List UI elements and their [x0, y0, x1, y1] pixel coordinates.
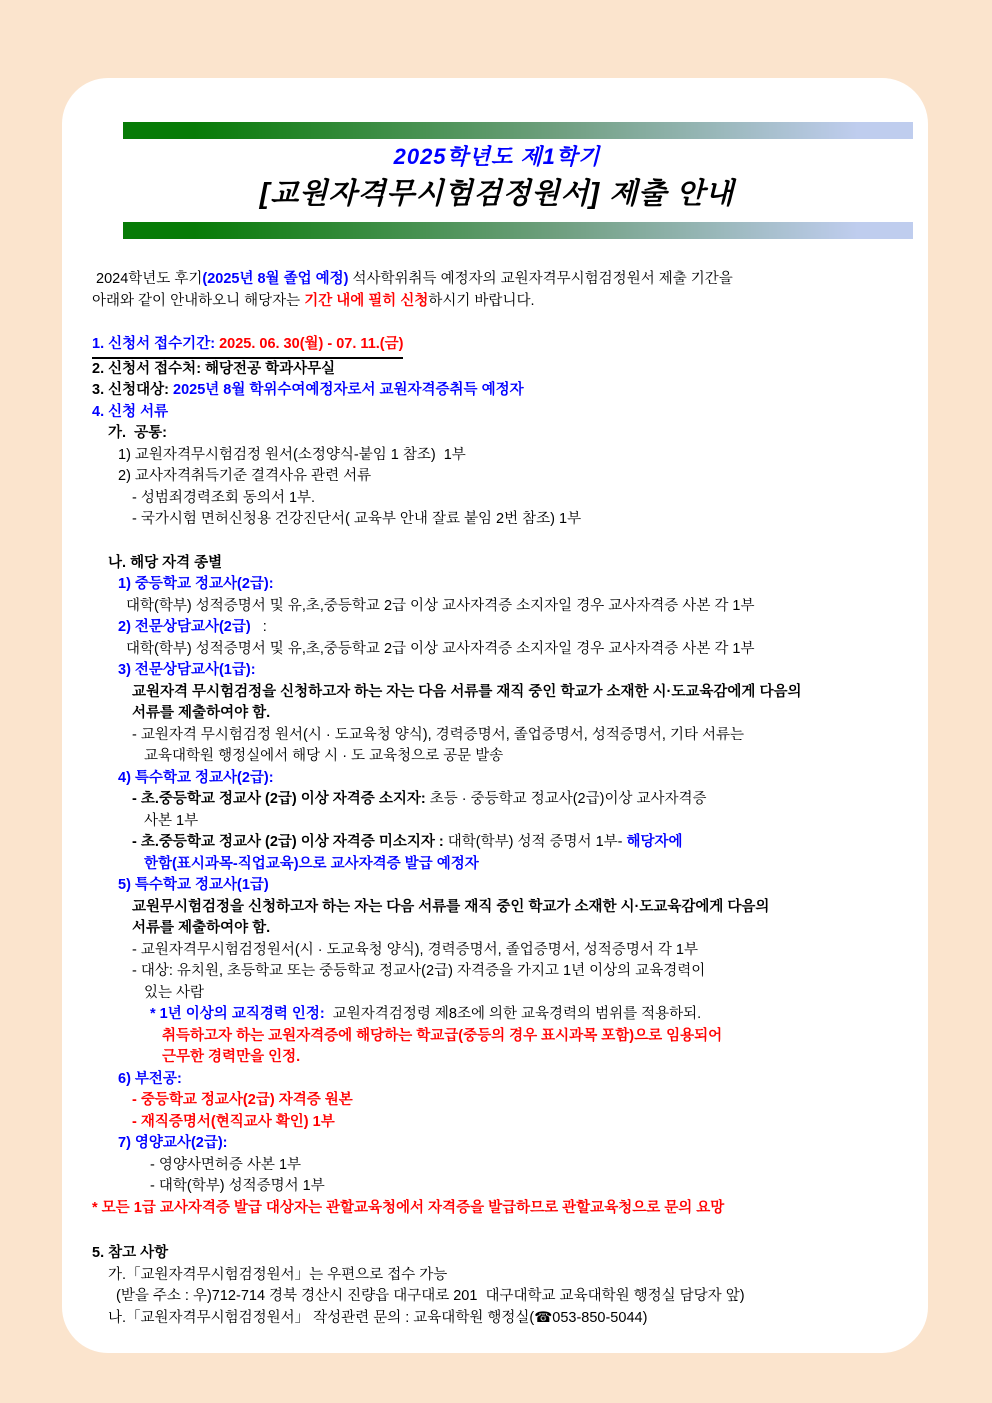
- text-segment: 취득하고자 하는 교원자격증에 해당하는 학교급(중등의 경우 표시과목 포함)으로 임용되어: [162, 1027, 723, 1044]
- header-top-gradient-bar: [123, 122, 913, 139]
- text-segment: 2025년 8월 학위수여예정자로서 교원자격증취득 예정자: [173, 382, 524, 398]
- text-segment: 5) 특수학교 정교사(1급): [118, 877, 269, 893]
- text-segment: 2. 신청서 접수처: 해당전공 학과사무실: [92, 360, 336, 377]
- doc-line: [92, 574, 902, 596]
- doc-line: [92, 940, 902, 962]
- text-segment: - 초.중등학교 정교사 (2급) 이상 자격증 소지자:: [132, 791, 430, 807]
- text-segment: 아래와 같이 안내하오니 해당자는: [92, 292, 305, 309]
- doc-line: [92, 660, 902, 682]
- text-segment: 나. 해당 자격 종별: [108, 554, 223, 571]
- text-segment: (받을 주소 : 우)712-714 경북 경산시 진량읍 대구대로 201 대구대학교 교육대학원 행정실 담당자 앞): [116, 1288, 745, 1304]
- text-segment: 7) 영양교사(2급):: [118, 1135, 228, 1151]
- text-segment: - 초.중등학교 정교사 (2급) 이상 자격증 미소지자 :: [132, 834, 448, 850]
- text-segment: 2024학년도 후기: [92, 271, 203, 287]
- text-segment: * 1년 이상의 교직경력 인정:: [150, 1006, 325, 1022]
- text-segment: 5. 참고 사항: [92, 1245, 169, 1261]
- doc-line: [92, 1265, 902, 1287]
- text-segment: 2) 전문상담교사(2급): [118, 619, 251, 635]
- document-title: [교원자격무시험검정원서] 제출 안내: [259, 178, 735, 210]
- text-segment: 3) 전문상담교사(1급):: [118, 662, 256, 678]
- doc-line: [92, 983, 902, 1005]
- text-segment: 대학(학부) 성적 증명서 1부-: [447, 834, 627, 850]
- text-segment: * 모든 1급 교사자격증 발급 대상자는 관할교육청에서 자격증을 발급하므로 관할교육청으로 문의 요망: [92, 1199, 725, 1216]
- doc-line: [92, 746, 902, 768]
- doc-line: [92, 854, 902, 876]
- text-segment: - 재직증명서(현직교사 확인) 1부: [132, 1113, 335, 1130]
- text-segment: 가. 공통:: [108, 425, 167, 441]
- text-segment: 4. 신청 서류: [92, 403, 169, 420]
- doc-line: [92, 1133, 902, 1155]
- doc-line: [92, 682, 902, 704]
- doc-line: [92, 1069, 902, 1091]
- text-segment: 2) 교사자격취득기준 결격사유 관련 서류: [118, 468, 372, 484]
- doc-line: [92, 596, 902, 618]
- text-segment: 1) 중등학교 정교사(2급):: [118, 576, 274, 592]
- text-segment: 1. 신청서 접수기간:: [92, 336, 220, 352]
- text-segment: 한함(표시과목-직업교육)으로 교사자격증 발급 예정자: [144, 855, 479, 872]
- text-segment: 해당자에: [626, 834, 683, 850]
- doc-line: [92, 1176, 902, 1198]
- doc-line: [92, 269, 902, 291]
- text-segment: 3. 신청대상:: [92, 382, 174, 398]
- doc-line: [92, 789, 902, 811]
- doc-line: [92, 359, 902, 381]
- doc-line: [92, 1286, 902, 1308]
- text-segment: 나.「교원자격무시험검정원서」 작성관련 문의 : 교육대학원 행정실(☎053-850-5044): [108, 1309, 648, 1326]
- text-segment: 초등 · 중등학교 정교사(2급)이상 교사자격증: [429, 791, 707, 807]
- text-segment: 대학(학부) 성적증명서 및 유,초,중등학교 2급 이상 교사자격증 소지자일 경우 교사자격증 사본 각 1부: [126, 640, 755, 657]
- text-segment: :: [250, 619, 267, 635]
- text-segment: - 성범죄경력조회 동의서 1부.: [132, 489, 316, 506]
- doc-line: [92, 1047, 902, 1069]
- text-segment: 4) 특수학교 정교사(2급):: [118, 769, 274, 786]
- text-segment: 석사학위취득 예정자의 교원자격무시험검정원서 제출 기간을: [352, 271, 733, 287]
- doc-line: [92, 1308, 902, 1330]
- doc-line: [92, 445, 902, 467]
- text-segment: 교원자격 무시험검정을 신청하고자 하는 자는 다음 서류를 재직 중인 학교가 소재한 시·도교육감에게 다음의: [132, 683, 802, 700]
- text-segment: 2025. 06. 30(월) - 07. 11.(금): [219, 336, 404, 352]
- text-segment: 하시기 바랍니다.: [428, 292, 535, 309]
- doc-line: [92, 334, 902, 359]
- text-segment: 교원자격검정령 제8조에 의한 교육경력의 범위를 적용하되.: [324, 1006, 702, 1022]
- text-segment: 서류를 제출하여야 함.: [132, 705, 271, 721]
- doc-line: [92, 423, 902, 445]
- doc-line: [92, 918, 902, 940]
- doc-line: [92, 832, 902, 854]
- document-card: [62, 78, 928, 1353]
- text-segment: - 중등학교 정교사(2급) 자격증 원본: [132, 1092, 353, 1108]
- doc-line: [92, 380, 902, 402]
- text-segment: 기간 내에 필히 신청: [304, 292, 429, 309]
- doc-line: [92, 1155, 902, 1177]
- text-segment: 있는 사람: [144, 984, 205, 1001]
- doc-line: [92, 553, 902, 575]
- doc-line: [92, 617, 902, 639]
- doc-line: [92, 703, 902, 725]
- text-segment: - 국가시험 면허신청용 건강진단서( 교육부 안내 잘료 붙임 2번 참조) 1부: [132, 511, 582, 527]
- header-bottom-gradient-bar: [123, 222, 913, 239]
- doc-line: [92, 1112, 902, 1134]
- doc-line: [92, 725, 902, 747]
- doc-line: [92, 509, 902, 531]
- doc-line: [92, 811, 902, 833]
- text-segment: 대학(학부) 성적증명서 및 유,초,중등학교 2급 이상 교사자격증 소지자일 경우 교사자격증 사본 각 1부: [126, 597, 755, 614]
- doc-line: [92, 1026, 902, 1048]
- text-segment: 6) 부전공:: [118, 1070, 182, 1087]
- doc-line: [92, 1090, 902, 1112]
- doc-line: [92, 291, 902, 313]
- document-subtitle: 2025학년도 제1학기: [393, 144, 601, 169]
- document-body: [92, 269, 902, 1329]
- text-segment: - 영양사면허증 사본 1부: [150, 1156, 302, 1173]
- doc-line: [92, 488, 902, 510]
- text-segment: 1) 교원자격무시험검정 원서(소정양식-붙임 1 참조) 1부: [118, 446, 466, 463]
- text-segment: - 대상: 유치원, 초등학교 또는 중등학교 정교사(2급) 자격증을 가지고 1년 이상의 교육경력이: [132, 963, 706, 979]
- doc-line: [92, 875, 902, 897]
- doc-line: [92, 466, 902, 488]
- text-segment: 서류를 제출하여야 함.: [132, 920, 271, 936]
- text-segment: - 대학(학부) 성적증명서 1부: [150, 1178, 325, 1194]
- text-segment: 교육대학원 행정실에서 해당 시 · 도 교육청으로 공문 발송: [144, 748, 504, 764]
- text-segment: 가.「교원자격무시험검정원서」는 우편으로 접수 가능: [108, 1266, 448, 1283]
- doc-line: [92, 897, 902, 919]
- text-segment: 교원무시험검정을 신청하고자 하는 자는 다음 서류를 재직 중인 학교가 소재한 시·도교육감에게 다음의: [132, 898, 770, 915]
- doc-line: [92, 1004, 902, 1026]
- text-segment: - 교원자격무시험검정원서(시 · 도교육청 양식), 경력증명서, 졸업증명서, 성적증명서 각 1부: [132, 941, 698, 958]
- text-segment: - 교원자격 무시험검정 원서(시 · 도교육청 양식), 경력증명서, 졸업증명서, 성적증명서, 기타 서류는: [132, 726, 745, 743]
- doc-line: [92, 639, 902, 661]
- doc-line: [92, 961, 902, 983]
- doc-line: [92, 402, 902, 424]
- doc-line: [92, 1198, 902, 1220]
- text-segment: 근무한 경력만을 인정.: [162, 1049, 301, 1065]
- text-segment: 사본 1부: [144, 812, 199, 829]
- text-segment: (2025년 8월 졸업 예정): [202, 271, 353, 287]
- underlined-text: [92, 334, 403, 359]
- doc-line: [92, 1243, 902, 1265]
- doc-line: [92, 768, 902, 790]
